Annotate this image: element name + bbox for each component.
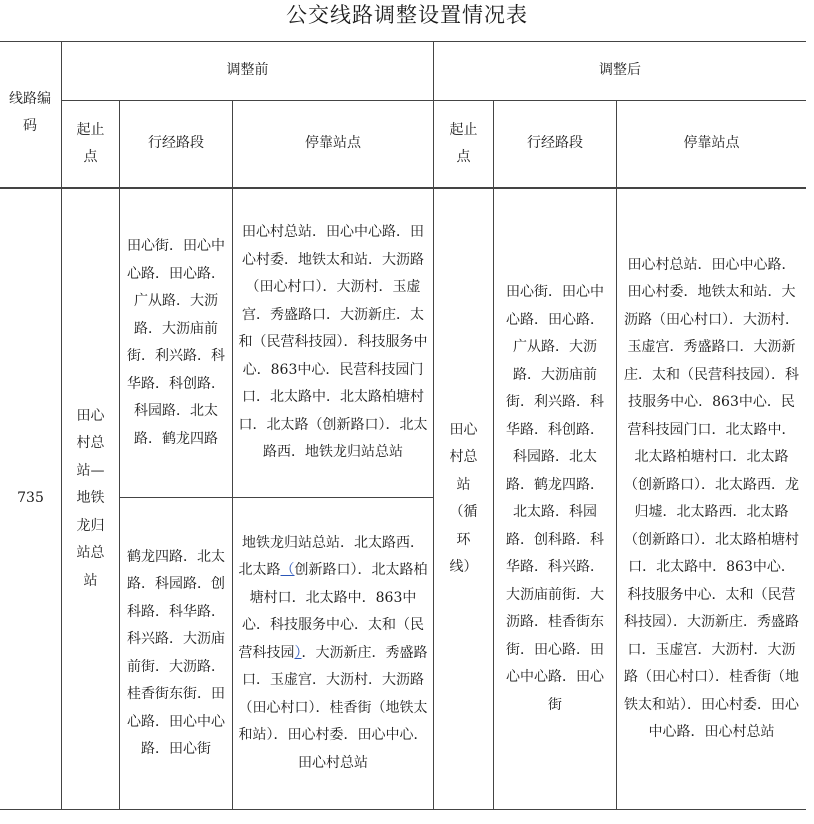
edit-mark-2[interactable]: ） xyxy=(294,644,302,661)
after-stops: 田心村总站．田心中心路．田心村委．地铁太和站．大沥路（田心村口）．大沥村．玉虚宫．秀盛路口．大沥新庄．太和（民营科技园）．科技服务中心．863中心．民营科技园门口．北太路中．北太路柏塘村口．北太路（创新路口）．北太路西．龙归墟．北太路西．北太路（创新路口）．北太路柏塘村口．北太路中．863中心．科技服务中心．太和（民营科技园）．大沥新庄．秀盛路口．玉虚宫．大沥村．大沥路（田心村口）．桂香街（地铁太和站）．田心村委．田心中心路．田心村总站 xyxy=(624,256,799,740)
line-number: 735 xyxy=(17,490,44,507)
before-stops-2: 地铁龙归站总站．北太路西．北太路（创新路口）．北太路柏塘村口．北太路中．863中心．科技服务中心．太和（民营科技园）．大沥新庄．秀盛路口．玉虚宫．大沥村．大沥路（田心村口）．桂香街（地铁太和站）．田心村委．田心中心．田心村总站 xyxy=(238,534,428,771)
header-before: 调整前 xyxy=(226,62,269,79)
header-before-terminus: 起止点 xyxy=(76,121,105,165)
after-route: 田心街．田心中心路．田心路．广从路．大沥路．大沥庙前街．利兴路．科华路．科创路．科园路．北太路．鹤龙四路．北太路．科园路．创科路．科华路．科兴路．大沥庙前街．大沥路．桂香街东街．田心路．田心中心路．田心街 xyxy=(506,284,604,713)
header-after-terminus: 起止点 xyxy=(449,121,478,165)
header-before-stops: 停靠站点 xyxy=(305,135,361,152)
header-line-code: 线路编码 xyxy=(9,90,51,134)
header-after-route: 行经路段 xyxy=(527,135,583,152)
before-route-2: 鹤龙四路．北太路．科园路．创科路．科华路．科兴路．大沥庙前街．大沥路．桂香街东街．田心路．田心中心路．田心街 xyxy=(127,548,225,757)
before-route-1: 田心街．田心中心路．田心路．广从路．大沥路．大沥庙前街．利兴路．科华路．科创路．科园路．北太路．鹤龙四路 xyxy=(127,238,225,447)
page-title: 公交线路调整设置情况表 xyxy=(286,3,528,27)
header-after: 调整后 xyxy=(599,62,641,79)
edit-mark-1[interactable]: （ xyxy=(280,562,295,579)
header-before-route: 行经路段 xyxy=(148,135,204,152)
table-bottom-border xyxy=(0,809,806,810)
before-stops-1: 田心村总站．田心中心路．田心村委．地铁太和站．大沥路（田心村口）．大沥村．玉虚宫．秀盛路口．大沥新庄．太和（民营科技园）．科技服务中心．863中心．民营科技园门口．北太路中．北太路柏塘村口．北太路（创新路口）．北太路西．地铁龙归站总站 xyxy=(238,224,428,461)
before-terminus: 田心村总站—地铁龙归站总站 xyxy=(76,407,105,589)
after-terminus: 田心村总站（循环线） xyxy=(449,421,478,575)
header-after-stops: 停靠站点 xyxy=(683,135,740,152)
